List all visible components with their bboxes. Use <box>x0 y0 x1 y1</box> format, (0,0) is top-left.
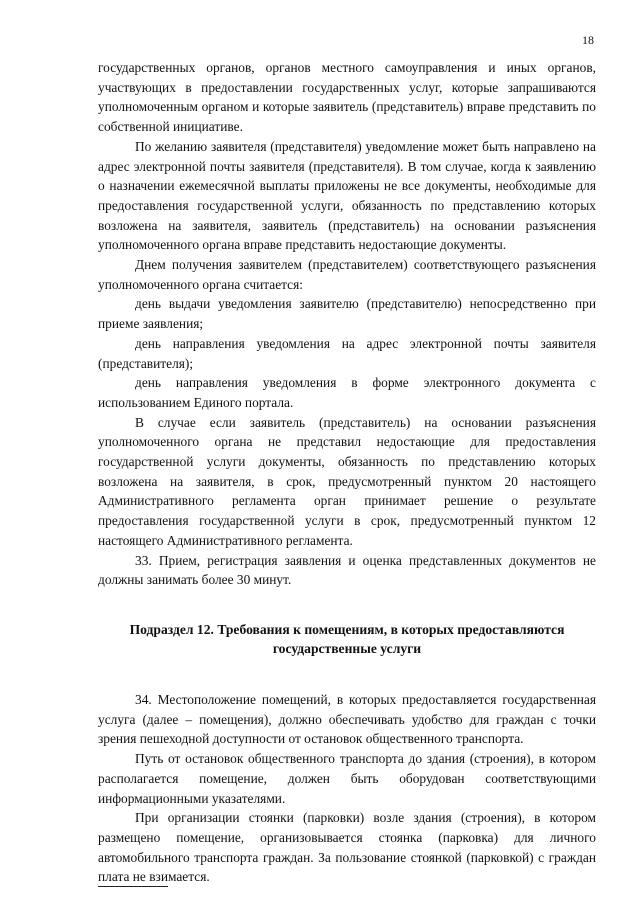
paragraph: В случае если заявитель (представитель) на основании разъяснения уполномоченного органа не представил недостающие для предоставления государственной услуги документы, обязанность по представлению которых возложена на заявителя, в срок, предусмотренный пунктом 20 настоящего Административного регламента орган принимает решение о результате предоставления государственной услуги в срок, предусмотренный пунктом 12 настоящего Административного регламента. <box>98 414 596 548</box>
document-body <box>98 58 596 887</box>
paragraph: 34. Местоположение помещений, в которых предоставляется государственная услуга (далее – помещения), должно обеспечивать удобство для граждан с точки зрения пешеходной доступности от остановок общественного транспорта. <box>98 691 596 747</box>
section-heading <box>98 620 596 658</box>
paragraph: 33. Прием, регистрация заявления и оценка представленных документов не должны занимать более 30 минут. <box>98 552 596 588</box>
paragraph: государственных органов, органов местного самоуправления и иных органов, участвующих в предоставлении государственных услуг, которые запрашиваются уполномоченным органом и которые заявитель (представитель) вправе представить по собственной инициативе. <box>98 60 596 135</box>
paragraph: По желанию заявителя (представителя) уведомление может быть направлено на адрес электронной почты заявителя (представителя). В том случае, когда к заявлению о назначении ежемесячной выплаты приложены не все документы, необходимые для предоставления государственной услуги, обязанность по представлению которых возложена на заявителя, заявитель (представитель) на основании разъяснения уполномоченного органа вправе представить недостающие документы. <box>98 138 596 253</box>
footnote-rule <box>98 886 168 887</box>
paragraph: день направления уведомления на адрес электронной почты заявителя (представителя); <box>98 335 596 371</box>
section-heading-line-1: Подраздел 12. Требования к помещениям, в которых предоставляются <box>129 621 565 637</box>
paragraph: Путь от остановок общественного транспорта до здания (строения), в котором располагается помещение, должен быть оборудован соответствующими информационными указателями. <box>98 751 596 806</box>
page-number: 18 <box>582 33 594 47</box>
section-heading-line-2: государственные услуги <box>272 640 422 656</box>
paragraph: день направления уведомления в форме электронного документа с использованием Единого портала. <box>98 375 596 410</box>
bottom-paragraphs <box>98 690 596 887</box>
top-paragraphs <box>98 58 596 590</box>
paragraph: При организации стоянки (парковки) возле здания (строения), в котором размещено помещение, организовывается стоянка (парковка) для личного автомобильного транспорта граждан. За пользование стоянкой (парковкой) с граждан плата не взимается. <box>98 810 596 885</box>
paragraph: Днем получения заявителем (представителем) соответствующего разъяснения уполномоченного органа считается: <box>98 257 596 292</box>
paragraph: день выдачи уведомления заявителю (представителю) непосредственно при приеме заявления; <box>98 296 596 332</box>
